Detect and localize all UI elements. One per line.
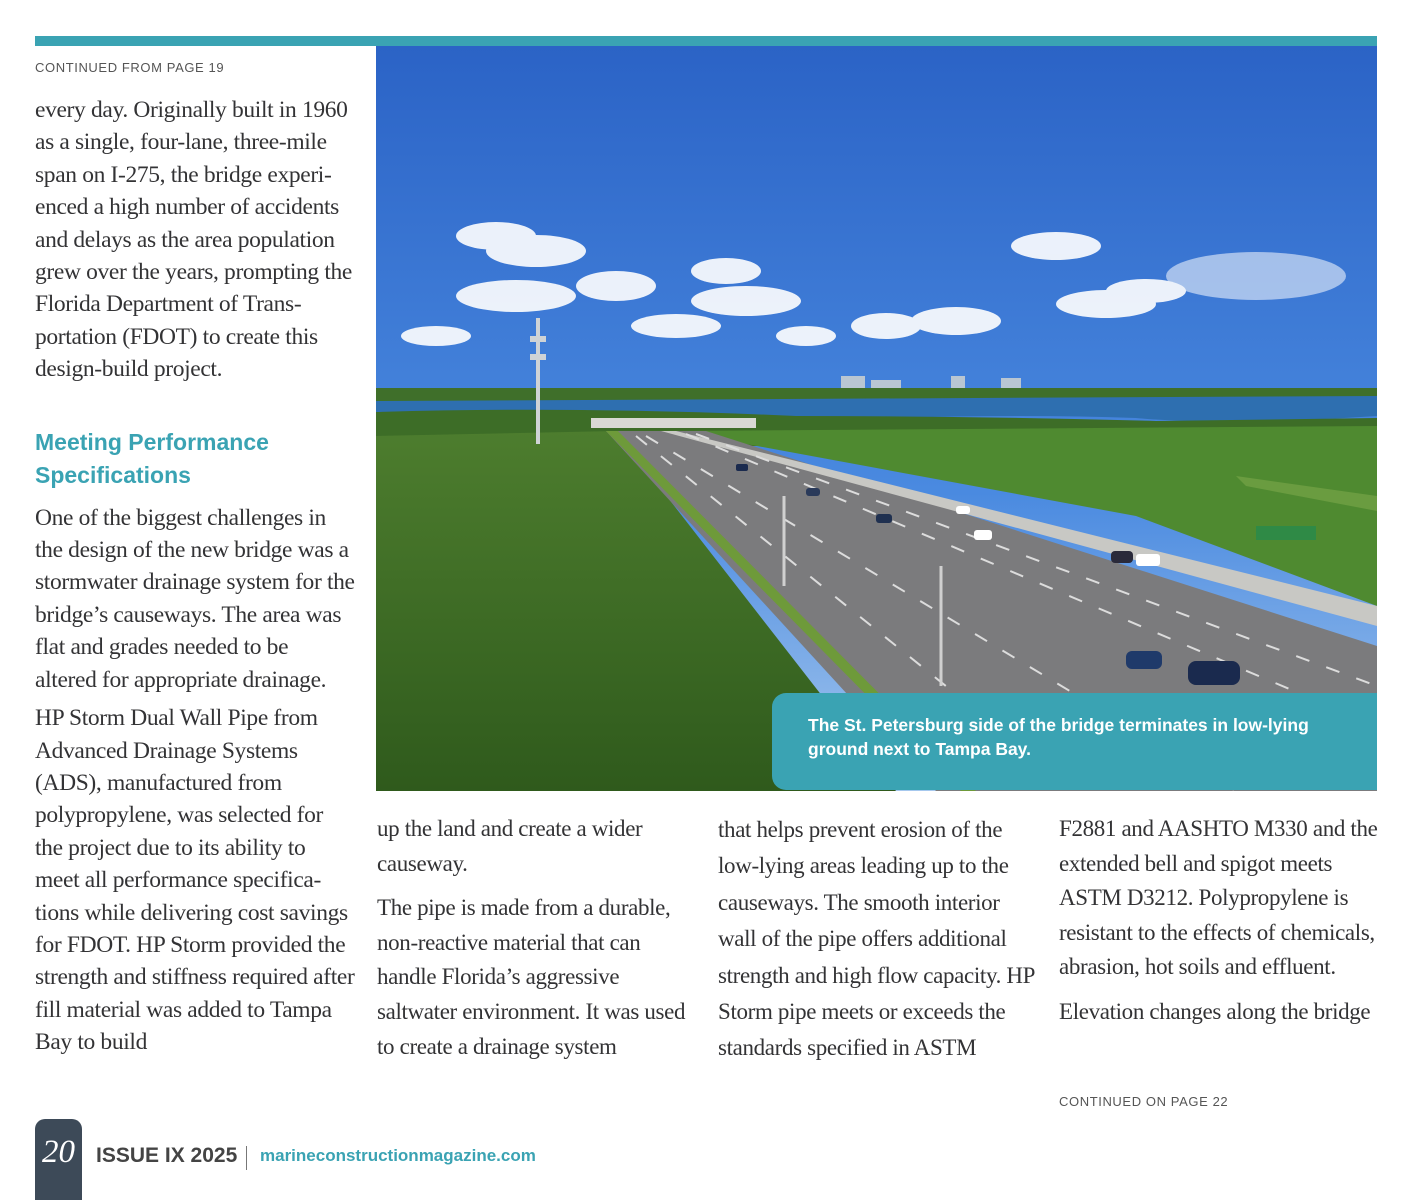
page-number-tab [35,1119,82,1200]
article-paragraph: Elevation changes along the bridge [1059,998,1371,1024]
website-link[interactable]: marineconstructionmagazine.com [260,1146,536,1165]
continued-from-label: CONTINUED FROM PAGE 19 [35,60,225,75]
photo-caption: The St. Petersburg side of the bridge terminates in low-lying ground next to Tampa Bay. [772,693,1377,790]
article-column-1 [35,94,355,1059]
article-paragraph: F2881 and AASHTO M330 and the extended bell and spigot meets ASTM D3212. Polypropylene is resistant to the effects of chemicals, abrasion, hot soils and effluent. [1059,816,1378,980]
article-paragraph: that helps prevent erosion of the low-lying areas leading up to the causeways. The smooth interior wall of the pipe offers additional strength and high flow capacity. HP Storm pipe meets or exceeds the standards specified in ASTM [718,817,1035,1061]
article-column-2 [377,812,697,1064]
article-column-3 [718,812,1038,1067]
page-number: 20 [42,1134,75,1170]
bridge-photo [376,46,1377,791]
top-accent-bar [35,36,1377,46]
issue-label: ISSUE IX 2025 [96,1144,238,1167]
section-subhead: Meeting Performance Specifications [35,428,269,488]
article-paragraph: every day. Originally built in 1960 as a single, four-lane, three-mile span on I-275, the bridge experienced a high number of accidents and delays as the area population grew over the years, prompting the Florida Department of Transportation (FDOT) to create this design-build project. [35,97,352,383]
article-paragraph: up the land and create a wider causeway. [377,816,643,876]
continued-on-label: CONTINUED ON PAGE 22 [1059,1094,1229,1109]
article-paragraph: One of the biggest challenges in the design of the new bridge was a stormwater drainage system for the bridge’s causeways. The area was flat and grades needed to be altered for appropriate drainage. [35,504,355,693]
article-paragraph: The pipe is made from a durable, non-reactive material that can handle Florida’s aggressive saltwater environment. It was used to create a drainage system [377,895,686,1059]
article-column-4 [1059,812,1389,1030]
article-paragraph: HP Storm Dual Wall Pipe from Advanced Drainage Systems (ADS), manufactured from polypropylene, was selected for the project due to its ability to meet all performance specifications while delivering cost savings for FDOT. HP Storm provided the strength and stiffness required after fill material was added to Tampa Bay to build [35,705,355,1056]
footer-separator [246,1146,247,1170]
